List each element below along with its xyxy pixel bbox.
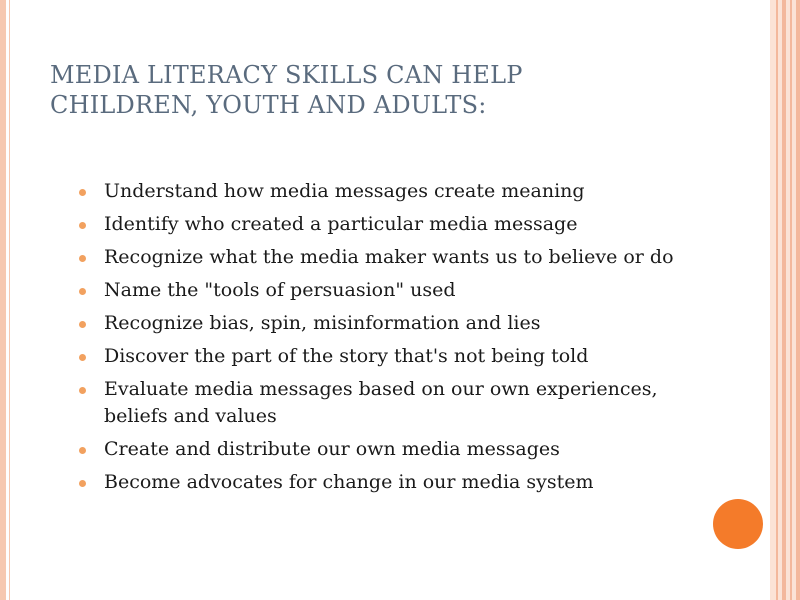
bullet-dot-icon	[79, 189, 86, 196]
bullet-list	[78, 178, 698, 502]
right-border-stripe	[790, 0, 792, 600]
bullet-text: Discover the part of the story that's not being told	[104, 345, 589, 367]
left-border-bar	[0, 0, 6, 600]
bullet-dot-icon	[79, 447, 86, 454]
left-border-line	[9, 0, 10, 600]
accent-circle-icon	[713, 499, 763, 549]
list-item	[78, 277, 698, 304]
bullet-dot-icon	[79, 387, 86, 394]
bullet-dot-icon	[79, 288, 86, 295]
bullet-text: Create and distribute our own media messages	[104, 438, 560, 460]
list-item	[78, 469, 698, 496]
list-item	[78, 178, 698, 205]
bullet-text: Name the "tools of persuasion" used	[104, 279, 456, 301]
bullet-dot-icon	[79, 255, 86, 262]
right-border-stripe	[776, 0, 778, 600]
bullet-text: Recognize bias, spin, misinformation and lies	[104, 312, 541, 334]
right-border-stripe	[796, 0, 800, 600]
slide-title	[50, 60, 690, 120]
list-item	[78, 436, 698, 463]
list-item	[78, 376, 698, 430]
bullet-text: Recognize what the media maker wants us to believe or do	[104, 246, 674, 268]
slide-title-line: CHILDREN, YOUTH AND ADULTS:	[50, 91, 487, 119]
bullet-dot-icon	[79, 354, 86, 361]
list-item	[78, 310, 698, 337]
bullet-text: Evaluate media messages based on our own experiences, beliefs and values	[104, 378, 658, 427]
list-item	[78, 211, 698, 238]
right-border-stripe	[782, 0, 786, 600]
bullet-dot-icon	[79, 321, 86, 328]
bullet-text: Identify who created a particular media message	[104, 213, 578, 235]
bullet-text: Become advocates for change in our media system	[104, 471, 594, 493]
bullet-dot-icon	[79, 480, 86, 487]
bullet-text: Understand how media messages create meaning	[104, 180, 585, 202]
list-item	[78, 343, 698, 370]
slide-title-line: MEDIA LITERACY SKILLS CAN HELP	[50, 61, 523, 89]
list-item	[78, 244, 698, 271]
bullet-dot-icon	[79, 222, 86, 229]
